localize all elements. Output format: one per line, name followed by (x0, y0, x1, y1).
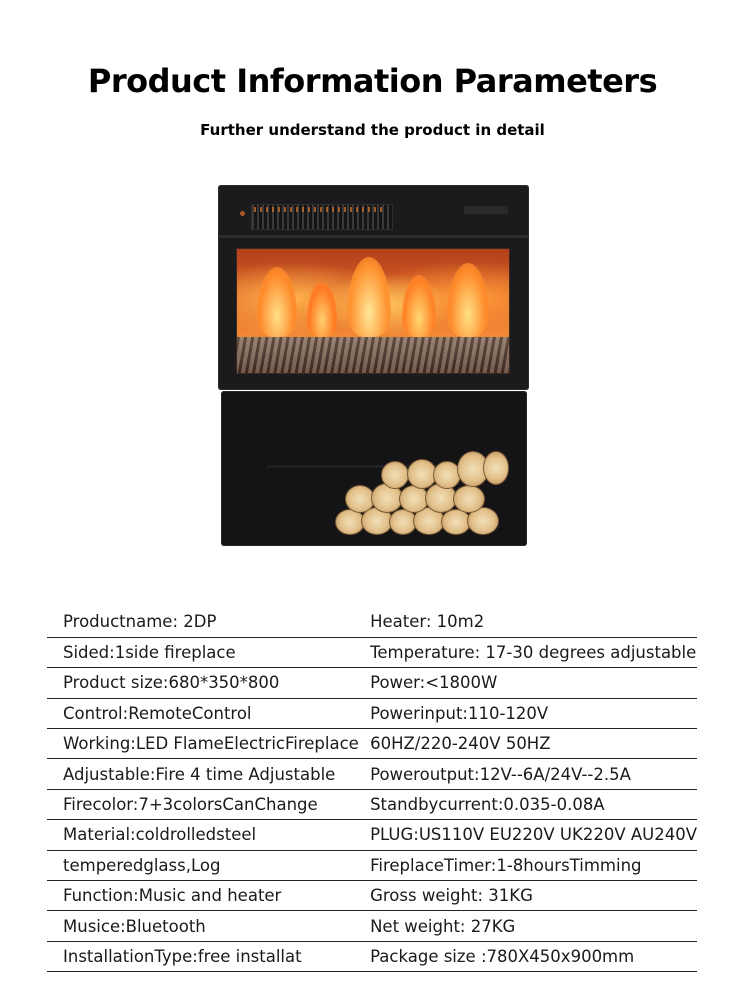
firewood-log (453, 485, 485, 513)
spec-left: Musice:Bluetooth (63, 916, 206, 936)
spec-left: Sided:1side fireplace (63, 643, 236, 663)
spec-row (47, 759, 697, 789)
spec-row (47, 820, 697, 850)
spec-right: Temperature: 17-30 degrees adjustable (370, 643, 697, 663)
page-title: Product Information Parameters (87, 62, 658, 100)
spec-row (47, 698, 697, 728)
spec-row (47, 850, 697, 880)
spec-right: Powerinput:110-120V (370, 703, 549, 723)
spec-right: Net weight: 27KG (370, 916, 516, 936)
spec-row (47, 607, 697, 637)
fireplace-insert (218, 185, 529, 390)
spec-right: Standbycurrent:0.035-0.08A (370, 795, 605, 815)
spec-row (47, 729, 697, 759)
spec-right: PLUG:US110V EU220V UK220V AU240V (370, 825, 697, 845)
spec-right: Heater: 10m2 (370, 612, 485, 632)
spec-left: InstallationType:free installat (63, 946, 302, 966)
product-image (218, 185, 530, 547)
flame (402, 275, 436, 337)
spec-left: Working:LED FlameElectricFireplace (63, 734, 359, 754)
log-storage-cabinet (221, 391, 527, 546)
vent-glow (254, 207, 384, 212)
firewood-log (483, 451, 509, 485)
spec-left: Function:Music and heater (63, 886, 282, 906)
spec-row (47, 881, 697, 911)
spec-row (47, 637, 697, 667)
spec-right: Poweroutput:12V--6A/24V--2.5A (370, 764, 631, 784)
spec-row (47, 789, 697, 819)
spec-right: Power:<1800W (370, 673, 498, 693)
indicator-light (240, 211, 245, 216)
spec-left: Productname: 2DP (63, 612, 217, 632)
spec-right: 60HZ/220-240V 50HZ (370, 734, 551, 754)
spec-row (47, 668, 697, 698)
spec-right: FireplaceTimer:1-8hoursTimming (370, 855, 642, 875)
flame (257, 267, 297, 337)
spec-table (47, 607, 697, 972)
spec-row (47, 911, 697, 941)
spec-left: temperedglass,Log (63, 855, 221, 875)
firewood-log (381, 461, 409, 489)
spec-left: Adjustable:Fire 4 time Adjustable (63, 764, 336, 784)
spec-left: Product size:680*350*800 (63, 673, 280, 693)
spec-left: Firecolor:7+3colorsCanChange (63, 795, 318, 815)
flame-window (236, 248, 510, 374)
spec-left: Material:coldrolledsteel (63, 825, 257, 845)
spec-row (47, 941, 697, 971)
spec-left: Control:RemoteControl (63, 703, 252, 723)
flame (447, 263, 489, 337)
log-bed (237, 337, 509, 373)
control-display (464, 206, 508, 214)
page-subtitle: Further understand the product in detail (200, 121, 545, 139)
frame-trim (218, 235, 529, 238)
spec-right: Package size :780X450x900mm (370, 946, 635, 966)
flame (307, 282, 337, 337)
flame (347, 257, 391, 337)
spec-right: Gross weight: 31KG (370, 886, 533, 906)
